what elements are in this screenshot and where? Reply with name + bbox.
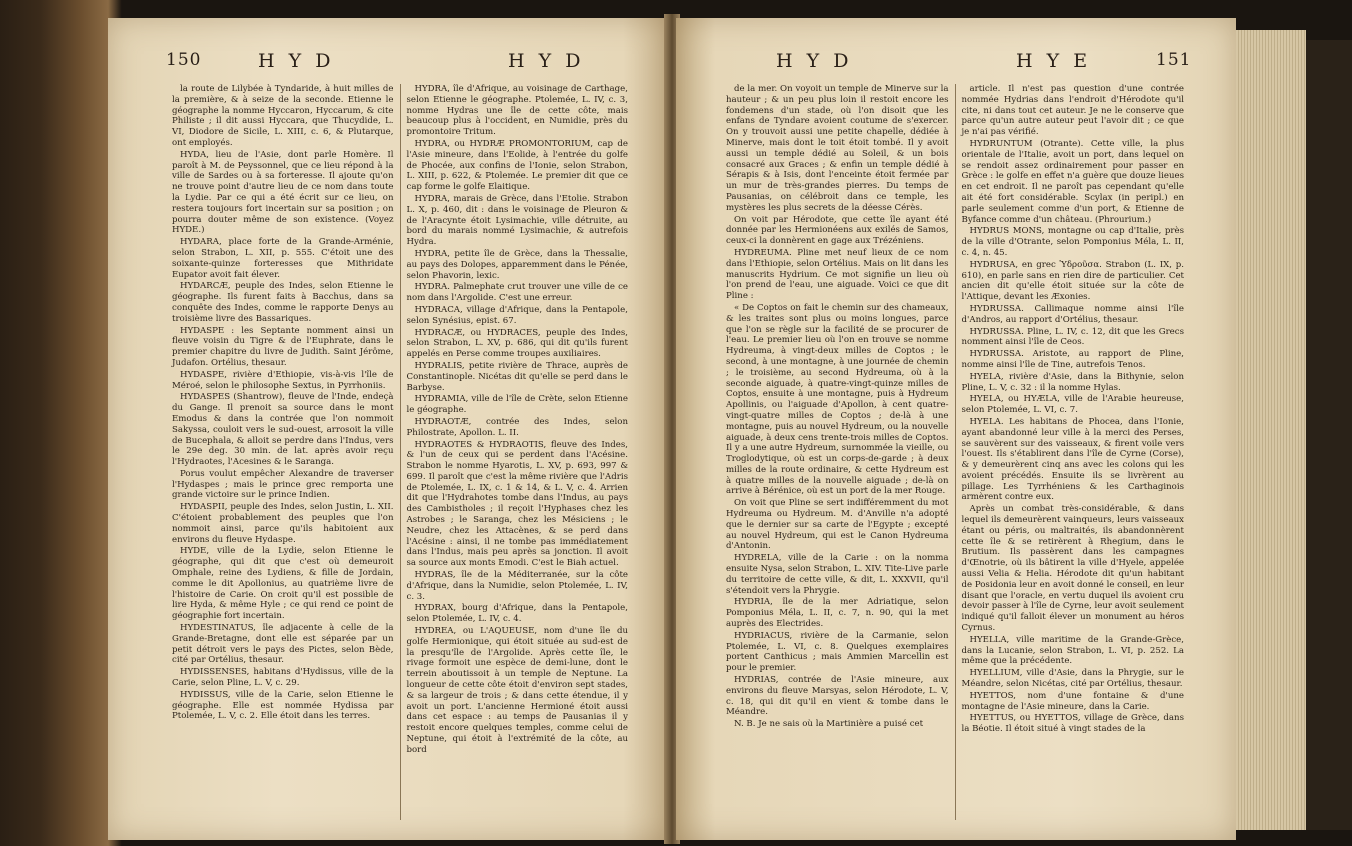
- entry-paragraph: HYDRELA, ville de la Carie : on la nomma ensuite Nysa, selon Strabon, L. XIV. Tite-Live parle du territoire de cette ville, & dit, L. XXXVII, qu'il s'étendoit vers la Phrygie.: [726, 553, 949, 596]
- entry-paragraph: HYDREA, ou L'AQUEUSE, nom d'une île du golfe Hermionique, qui étoit située au sud-est de la presqu'île de l'Argolide. Après cette île, le rivage formoit une espèce de demi-lune, dont le terrein aboutissoit à un temple de Neptune. La longueur de cette côte étoit d'environ sept stades, & sa largeur de trois ; & dans cette étendue, il y avoit un port. L'ancienne Hermioné étoit aussi dans cet espace : au temps de Pausanias il y restoit encore quelques temples, comme celui de Neptune, qui étoit à l'extrémité de la côte, au bord: [406, 626, 628, 755]
- entry-paragraph: HYDRIACUS, rivière de la Carmanie, selon Ptolemée, L. VI, c. 8. Quelques exemplaires portent Canthicus ; mais Ammien Marcellin est pour le premier.: [726, 630, 949, 674]
- entry-paragraph: la route de Lilybée à Tyndaride, à huit milles de la première, & à seize de la seconde. Etienne le géographe la nomme Hyccaron, Hyccarum, & cite Philiste ; il dit aussi Hyccara, que Thucydide, L. VI, Diodore de Sicile, L. XIII, c. 6, & Plutarque, ont employés.: [172, 84, 394, 148]
- entry-paragraph: HYELA, ou HYÆLA, ville de l'Arabie heureuse, selon Ptolemée, L. VI, c. 7.: [961, 394, 1184, 416]
- left-column-2: [400, 84, 635, 820]
- left-page: [108, 18, 668, 840]
- entry-paragraph: HYDRUSSA. Pline, L. IV, c. 12, dit que les Grecs nomment ainsi l'île de Ceos.: [961, 326, 1184, 348]
- entry-paragraph: HYDRUS MONS, montagne ou cap d'Italie, près de la ville d'Otrante, selon Pomponius Méla, L. II, c. 4, n. 45.: [961, 226, 1184, 258]
- entry-paragraph: Après un combat très-considérable, & dans lequel ils demeurèrent vainqueurs, leurs vaisseaux étant ou péris, ou maltraités, ils abandonnèrent cette île & se retirèrent à Rhegium, dans le Brutium. Ils passèrent dans les campagnes d'Œnotrie, où ils bâtirent la ville d'Hyele, appelée aussi Velia & Helia. Hérodote dit qu'un habitant de Posidonia leur en avoit donné le conseil, en leur disant que l'oracle, en vertu duquel ils avoient cru devoir passer à l'île de Cyrne, leur avoit seulement indiqué qu'il falloit élever un monument au héros Cyrnus.: [961, 504, 1184, 634]
- entry-paragraph: On voit que Pline se sert indifféremment du mot Hydreuma ou Hydreum. M. d'Anville n'a adopté que le dernier sur sa carte de l'Egypte ; excepté au nouvel Hydreum, qui est le Canon Hydreuma d'Antonin.: [726, 498, 949, 552]
- entry-paragraph: HYELLIUM, ville d'Asie, dans la Phrygie, sur le Méandre, selon Nicétas, cité par Ortélius, thesaur.: [961, 668, 1184, 690]
- entry-paragraph: HYDESTINATUS, île adjacente à celle de la Grande-Bretagne, dont elle est séparée par un petit détroit vers le pays des Pictes, selon Bède, cité par Ortélius, thesaur.: [172, 623, 394, 666]
- entry-paragraph: HYELA, rivière d'Asie, dans la Bithynie, selon Pline, L. V, c. 32 : il la nomme Hylas.: [961, 371, 1184, 393]
- entry-paragraph: Porus voulut empêcher Alexandre de traverser l'Hydaspes ; mais le prince grec remporta une grande victoire sur le prince Indien.: [172, 468, 394, 501]
- left-running-head: [108, 48, 668, 78]
- entry-paragraph: HYDRA, île d'Afrique, au voisinage de Carthage, selon Etienne le géographe. Ptolemée, L. IV, c. 3, nomme Hydras une île de cette côte, mais beaucoup plus à l'occident, en Numidie, près du promontoire Tritum.: [406, 84, 628, 138]
- entry-paragraph: HYDISSENSES, habitans d'Hydissus, ville de la Carie, selon Pline, L. V, c. 29.: [172, 667, 394, 689]
- entry-paragraph: HYDRIA, île de la mer Adriatique, selon Pomponius Méla, L. II, c. 7, n. 90, qui la met auprès des Electrides.: [726, 597, 949, 630]
- right-head-inner: H Y D: [776, 50, 853, 72]
- entry-paragraph: HYDRA, ou HYDRÆ PROMONTORIUM, cap de l'Asie mineure, dans l'Eolide, à l'entrée du golfe de Phocée, aux confins de l'Ionie, selon Strabon, L. XIII, p. 622, & Ptolemée. Le premier dit que ce cap forme le golfe Elaitique.: [406, 138, 628, 193]
- left-head-inner: H Y D: [508, 50, 585, 72]
- entry-paragraph: HYDRAX, bourg d'Afrique, dans la Pentapole, selon Ptolemée, L. IV, c. 4.: [406, 603, 628, 625]
- entry-paragraph: HYELA. Les habitans de Phocea, dans l'Ionie, ayant abandonné leur ville à la merci des Perses, se sauvèrent sur des vaisseaux, & firent voile vers l'ouest. Ils s'établirent dans l'île de Cyrne (Corse), & y demeurèrent cinq ans avec les colons qui les avoient précédés. Ensuite ils se livrèrent au pillage. Les Tyrrhéniens & les Carthaginois armèrent contre eux.: [961, 416, 1184, 503]
- right-page: [676, 18, 1236, 840]
- entry-paragraph: HYDRAOTES & HYDRAOTIS, fleuve des Indes, & l'un de ceux qui se perdent dans l'Acésine. Strabon le nomme Hyarotis, L. XV, p. 693, 997 & 699. Il paroît que c'est la même rivière que l'Adris de Ptolemée, L. IX, c. 1 & 14, & L. V, c. 4. Arrien dit que l'Hydrahotes tombe dans l'Indus, au pays des Cambistholes ; il reçoit l'Hyphases chez les Astrobes ; le Saranga, chez les Mésiciens ; le Neudre, chez les Attacènes, & se perd dans l'Acésine : ainsi, il ne tombe pas immédiatement dans l'Indus, mais peu après sa jonction. Il avoit sa source aux monts Emodi. C'est le Biah actuel.: [406, 439, 628, 569]
- entry-paragraph: N. B. Je ne sais où la Martinière a puisé cet: [734, 719, 924, 730]
- page-edges: [1236, 30, 1306, 830]
- left-columns: [166, 84, 634, 820]
- entry-paragraph: HYDRACA, village d'Afrique, dans la Pentapole, selon Synésius, epist. 67.: [406, 304, 628, 326]
- entry-paragraph: HYDASPE, rivière d'Ethiopie, vis-à-vis l'île de Méroé, selon le philosophe Sextus, in Pyrrhoniis.: [172, 369, 394, 391]
- right-column-1: [720, 84, 955, 820]
- entry-paragraph: HYDASPES (Shantrow), fleuve de l'Inde, endeçà du Gange. Il prenoit sa source dans le mont Emodus & dans la contrée que l'on nommoit Sakyssa, couloit vers le sud-ouest, arrosoit la ville de Bucephala, & alloit se perdre dans l'Indus, vers le 29e deg. 30 min. de lat. après avoir reçu l'Hydraotes, l'Acesines & le Saranga.: [172, 392, 394, 468]
- entry-paragraph: HYETTUS, ou HYETTOS, village de Grèce, dans la Béotie. Il étoit situé à vingt stades de la: [961, 713, 1184, 735]
- left-column-1: [166, 84, 400, 820]
- entry-paragraph: HYDASPII, peuple des Indes, selon Justin, L. XII. C'étoient probablement des peuples que l'on nommoit ainsi, parce qu'ils habitoient aux environs du fleuve Hydaspe.: [172, 502, 394, 545]
- entry-paragraph: HYELLA, ville maritime de la Grande-Grèce, dans la Lucanie, selon Strabon, L. VI, p. 252. La même que la précédente.: [961, 634, 1184, 667]
- entry-paragraph: HYDRIAS, contrée de l'Asie mineure, aux environs du fleuve Marsyas, selon Hérodote, L. V, c. 18, qui dit qu'il en vient & tombe dans le Méandre.: [726, 675, 949, 718]
- entry-paragraph: HYDRA, petite île de Grèce, dans la Thessalie, au pays des Dolopes, apparemment dans le Pénée, selon Phavorin, lexic.: [406, 248, 628, 281]
- entry-paragraph: HYDRUNTUM (Otrante). Cette ville, la plus orientale de l'Italie, avoit un port, dans lequel on se rendoit assez ordinairement pour passer en Grèce : le golfe en effet n'a guère que douze lieues en cet endroit. Il ne paroît pas cependant qu'elle ait été fort considérable. Scylax (in peripl.) en parle seulement comme d'un port, & Etienne de Byfance comme d'un château. (Phrourium.): [961, 138, 1184, 225]
- entry-paragraph: HYDE, ville de la Lydie, selon Etienne le géographe, qui dit que c'est où demeuroit Omphale, reine des Lydiens, & fille de Jordain, comme le dit Apollonius, au quatrième livre de l'histoire de Carie. On croit qu'il est possible de lire Hyda, & même Hyle ; ce qui rend ce point de géographie fort incertain.: [172, 546, 394, 622]
- entry-paragraph: HYDA, lieu de l'Asie, dont parle Homère. Il paroît à M. de Peyssonnel, que ce lieu répond à la ville de Sardes ou à sa forteresse. Il ajoute qu'on ne trouve point d'autre lieu de ce nom dans toute la Lydie. Par ce qui a été écrit sur ce lieu, on restera toujours fort incertain sur sa position ; on pourra douter même de son existence. (Voyez HYDE.): [172, 149, 394, 236]
- entry-paragraph: HYDASPE : les Septante nomment ainsi un fleuve voisin du Tigre & de l'Euphrate, dans le premier chapitre du livre de Judith. Saint Jérôme, Judafon. Ortélius, thesaur.: [172, 325, 394, 368]
- left-head-outer: H Y D: [258, 50, 335, 72]
- book-cover-edge: [1306, 40, 1352, 830]
- entry-paragraph: HYDREUMA. Pline met neuf lieux de ce nom dans l'Ethiopie, selon Ortélius. Mais on lit dans les manuscrits Hydrium. Ce mot signifie un lieu où l'on prend de l'eau, une aiguade. Voici ce que dit Pline :: [726, 247, 949, 302]
- entry-paragraph: article. Il n'est pas question d'une contrée nommée Hydrias dans l'endroit d'Hérodote qu'il cite, ni dans tout cet auteur. Je ne le conserve que parce qu'un autre auteur peut l'avoir dit ; ce que je n'ai pas vérifié.: [961, 84, 1184, 138]
- right-columns: [720, 84, 1190, 820]
- entry-paragraph: HYDRACÆ, ou HYDRACES, peuple des Indes, selon Strabon, L. XV, p. 686, qui dit qu'ils furent appelés en Perse comme troupes auxiliaires.: [406, 327, 628, 360]
- entry-paragraph: HYDRUSSA. Aristote, au rapport de Pline, nomme ainsi l'île de Tine, autrefois Tenos.: [961, 349, 1184, 370]
- entry-paragraph: HYDRAS, île de la Méditerranée, sur la côte d'Afrique, dans la Numidie, selon Ptolemée, L. IV, c. 3.: [406, 570, 628, 602]
- entry-paragraph: HYDISSUS, ville de la Carie, selon Etienne le géographe. Elle est nommée Hydissa par Ptolemée, L. V, c. 2. Elle étoit dans les terres.: [172, 689, 394, 722]
- entry-paragraph: HYDRUSSA. Callimaque nomme ainsi l'île d'Andros, au rapport d'Ortélius, thesaur.: [961, 303, 1184, 325]
- entry-paragraph: HYDRA. Palmephate crut trouver une ville de ce nom dans l'Argolide. C'est une erreur.: [406, 282, 628, 304]
- right-running-head: [676, 48, 1236, 78]
- entry-paragraph: HYDRA, marais de Grèce, dans l'Etolie. Strabon L. X, p. 460, dit : dans le voisinage de Pleuron & de l'Aracynte étoit Lysimachie, ville détruite, au bord du marais nommé Lysimachie, & autrefois Hydra.: [406, 193, 628, 248]
- entry-paragraph: HYETTOS, nom d'une fontaine & d'une montagne de l'Asie mineure, dans la Carie.: [961, 690, 1184, 712]
- entry-paragraph: HYDRAOTÆ, contrée des Indes, selon Philostrate, Apollon. L. II.: [406, 416, 628, 438]
- right-column-2: [955, 84, 1191, 820]
- entry-paragraph: de la mer. On voyoit un temple de Minerve sur la hauteur ; & un peu plus loin il restoit encore les fondemens d'un stade, où l'on disoit que les enfans de Tyndare avoient coutume de s'exercer. On y trouvoit aussi une petite chapelle, dédiée à Minerve, mais dont le toit étoit tombé. Il y avoit aussi un temple dédié au Soleil, & un bois consacré aux Graces ; & enfin un temple dédié à Sérapis & à Isis, dont l'enceinte étoit fermée par un mur de très-grandes pierres. Du temps de Pausanias, on célébroit dans ce temple, les mystères les plus secrets de la déesse Cérès.: [726, 84, 949, 213]
- entry-paragraph: « De Coptos on fait le chemin sur des chameaux, & les traites sont plus ou moins longues, parce que l'on se règle sur la facilité de se procurer de l'eau. Le premier lieu où l'on en trouve se nomme Hydreuma, à vingt-deux milles de Coptos ; le second, à une montagne, à une journée de chemin ; le troisième, au second Hydreuma, où à la seconde aiguade, à quatre-vingt-quinze milles de Coptos, ensuite à une montagne, puis à Hydreum Apollinis, ou l'aiguade d'Apollon, à cent quatre-vingt-quatre milles de Coptos ; de-là à une montagne, puis au nouvel Hydreum, ou la nouvelle aiguade, à deux cens trente-trois milles de Coptos. Il y a une autre Hydreum, surnommée la vieille, ou Troglodytique, où est un corps-de-garde ; à deux milles de la route ordinaire, & cette Hydreum est à quatre milles de la nouvelle aiguade ; de-là on arrive à Bérénice, où est un port de la mer Rouge.: [726, 302, 949, 497]
- right-head-outer: H Y E: [1016, 50, 1092, 72]
- entry-paragraph: On voit par Hérodote, que cette île ayant été donnée par les Hermionéens aux exilés de Samos, ceux-ci la donnèrent en gage aux Trézéniens.: [726, 214, 949, 247]
- entry-paragraph: HYDRALIS, petite rivière de Thrace, auprès de Constantinople. Nicétas dit qu'elle se perd dans le Barbyse.: [406, 360, 628, 393]
- right-page-number: 151: [1156, 50, 1192, 70]
- entry-paragraph: HYDRUSA, en grec Ὑδροῦσα. Strabon (L. IX, p. 610), en parle sans en rien dire de particulier. Cet ancien dit qu'elle étoit située sur la côte de l'Attique, devant les Æxonies.: [961, 259, 1184, 303]
- entry-paragraph: HYDRAMIA, ville de l'île de Crète, selon Etienne le géographe.: [406, 394, 628, 416]
- entry-paragraph: HYDARA, place forte de la Grande-Arménie, selon Strabon, L. XII, p. 555. C'étoit une des soixante-quinze forteresses que Mithridate Eupator avoit fait élever.: [172, 237, 394, 280]
- left-page-number: 150: [166, 50, 202, 70]
- entry-paragraph: HYDARCÆ, peuple des Indes, selon Etienne le géographe. Ils furent faits à Bacchus, dans sa conquête des Indes, comme le rapporte Denys au troisième livre des Bassariques.: [172, 281, 394, 324]
